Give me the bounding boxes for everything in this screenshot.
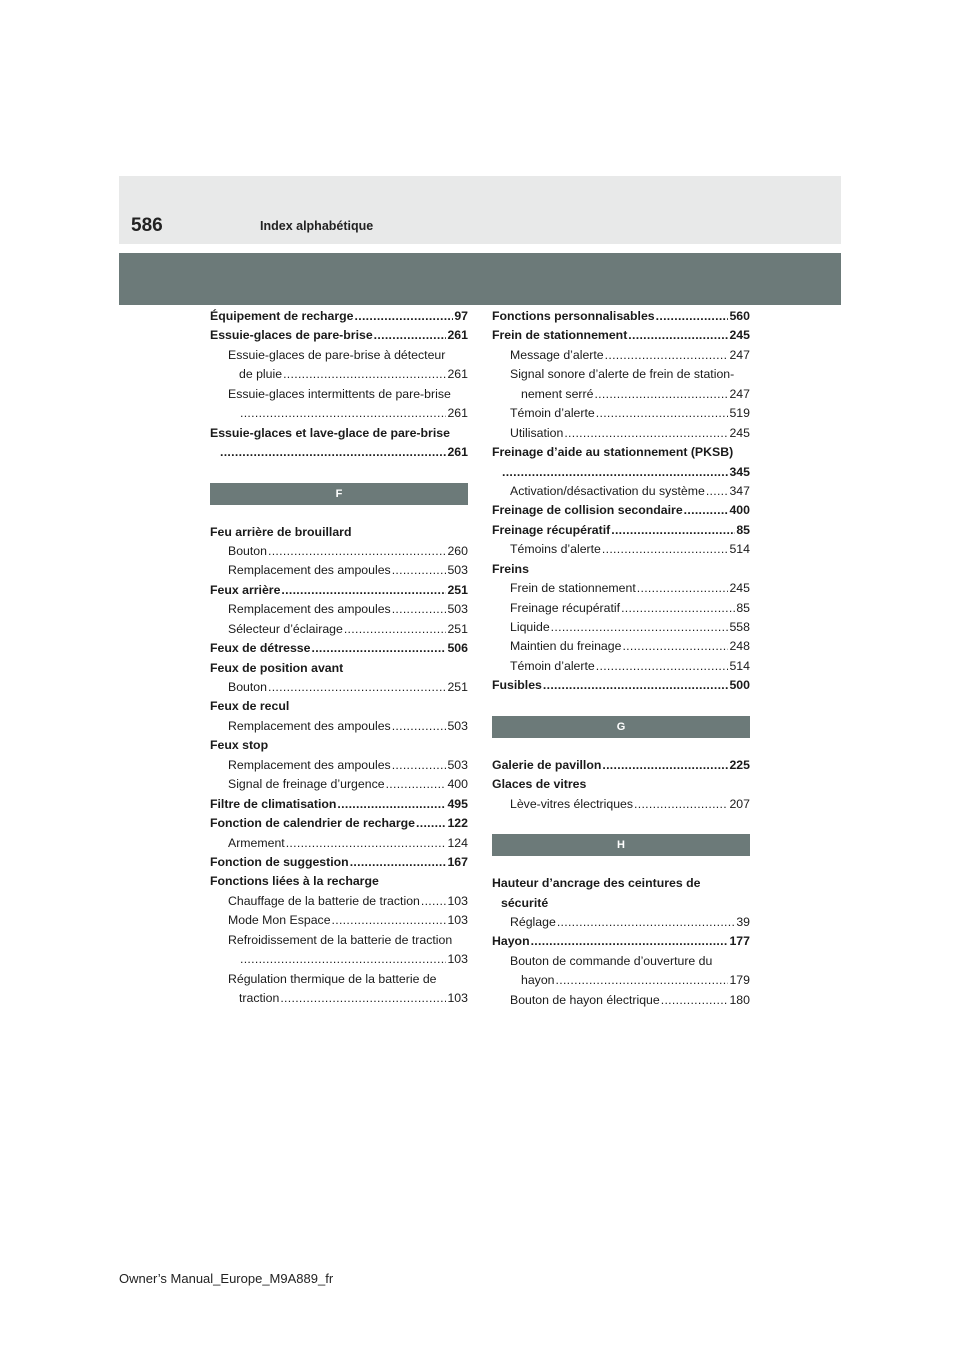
index-subentry[interactable]	[210, 678, 468, 697]
index-entry-label: Freinage de collision secondaire	[492, 503, 683, 518]
index-entry-label: Feux de recul	[210, 699, 290, 714]
dot-leader	[531, 932, 729, 951]
index-subentry[interactable]	[492, 540, 750, 559]
index-entry-label: Maintien du freinage	[510, 639, 622, 654]
index-entry-label: Fonctions personnalisables	[492, 309, 655, 323]
index-entry-label: Feu arrière de brouillard	[210, 524, 352, 539]
dot-leader	[240, 404, 446, 423]
index-entry-label: Fonction de calendrier de recharge	[210, 816, 416, 831]
index-entry-label: Message d’alerte	[510, 347, 604, 362]
dot-leader	[392, 756, 447, 775]
index-page-number: 179	[729, 973, 750, 988]
index-subentry[interactable]	[210, 365, 468, 384]
index-entry-label: Essuie-glaces intermittents de pare-brise	[228, 386, 451, 401]
dot-leader	[596, 404, 729, 423]
index-page-number: 500	[729, 678, 750, 693]
index-entry-label: Refroidissement de la batterie de traction	[228, 932, 453, 947]
dot-leader	[311, 639, 446, 658]
index-entry-label: Armement	[228, 835, 285, 850]
index-subentry[interactable]	[210, 775, 468, 794]
index-entry-label: Freinage d’aide au stationnement (PKSB)	[492, 445, 734, 460]
index-entry-label: Mode Mon Espace	[228, 913, 331, 928]
header-top-band	[119, 176, 841, 244]
index-entry-label: de pluie	[239, 367, 283, 382]
index-entry-label: Feux de détresse	[210, 641, 311, 656]
index-page-number: 506	[447, 641, 468, 656]
index-entry[interactable]	[492, 501, 750, 520]
index-entry-label: Feux stop	[210, 738, 269, 753]
index-page-number: 247	[729, 386, 750, 401]
index-page-number: 560	[729, 309, 750, 323]
index-entry-label: Utilisation	[510, 425, 564, 440]
index-page-number: 103	[447, 952, 468, 967]
index-entry[interactable]	[492, 560, 750, 579]
dot-leader	[286, 834, 447, 853]
index-page-number: 124	[447, 835, 468, 850]
index-subentry[interactable]	[210, 600, 468, 619]
index-entry-label: sécurité	[501, 895, 549, 910]
dot-leader	[268, 678, 446, 697]
index-page-number: 248	[729, 639, 750, 654]
dot-leader	[421, 892, 447, 911]
index-subentry[interactable]	[210, 892, 468, 911]
index-page-number: 503	[447, 757, 468, 772]
index-page-number: 251	[447, 680, 468, 694]
index-entry[interactable]	[210, 795, 468, 814]
index-column-right	[492, 307, 750, 1010]
index-subentry[interactable]	[492, 579, 750, 598]
index-subentry[interactable]	[492, 971, 750, 990]
dot-leader	[240, 950, 446, 969]
index-page-number: 260	[447, 543, 468, 558]
index-page-number: 180	[729, 992, 750, 1007]
dot-leader	[283, 365, 446, 384]
page-number: 586	[131, 215, 163, 236]
index-page-number: 514	[729, 542, 750, 557]
dot-leader	[602, 540, 729, 559]
letter-section-header: F	[210, 483, 468, 505]
letter-section-header: G	[492, 716, 750, 738]
index-page-number: 400	[447, 777, 468, 792]
index-entry-label: Galerie de pavillon	[492, 757, 602, 772]
index-subentry[interactable]	[492, 404, 750, 423]
dot-leader	[350, 853, 447, 872]
dot-leader	[621, 599, 735, 618]
index-entry[interactable]	[492, 521, 750, 540]
index-subentry[interactable]	[210, 620, 468, 639]
index-entry[interactable]	[210, 581, 468, 600]
index-entry-label: Activation/désactivation du système	[510, 483, 705, 498]
dot-leader	[628, 326, 728, 345]
dot-leader	[392, 600, 447, 619]
index-subentry[interactable]	[210, 404, 468, 423]
index-page-number: 261	[447, 445, 468, 460]
dot-leader	[386, 775, 447, 794]
index-entry-label: Lève-vitres électriques	[510, 796, 634, 811]
index-entry-label: Remplacement des ampoules	[228, 563, 391, 578]
index-page-number: 347	[729, 483, 750, 498]
dot-leader	[344, 620, 447, 639]
index-entry-label: Fonctions liées à la recharge	[210, 874, 379, 889]
index-page-number: 85	[736, 600, 750, 615]
index-entry-label: traction	[239, 991, 280, 1005]
dot-leader	[392, 717, 447, 736]
letter-section-header: H	[492, 834, 750, 856]
index-subentry[interactable]	[210, 911, 468, 930]
index-entry-label: hayon	[521, 973, 555, 988]
index-subentry[interactable]	[492, 385, 750, 404]
index-entry[interactable]	[210, 307, 468, 326]
index-page-number: 103	[447, 913, 468, 928]
index-subentry[interactable]	[492, 952, 750, 971]
index-entry[interactable]	[492, 326, 750, 345]
index-entry-label: Réglage	[510, 914, 556, 929]
footer-manual-id: Owner’s Manual_Europe_M9A889_fr	[119, 1271, 334, 1286]
dot-leader	[706, 482, 729, 501]
index-entry[interactable]	[210, 659, 468, 678]
dot-leader	[596, 657, 729, 676]
index-subentry[interactable]	[492, 894, 750, 913]
index-entry-label: Frein de stationnement	[510, 581, 636, 596]
dot-leader	[220, 443, 446, 462]
index-subentry[interactable]	[492, 599, 750, 618]
index-page-number: 503	[447, 563, 468, 578]
index-subentry[interactable]	[492, 795, 750, 814]
index-subentry[interactable]	[492, 991, 750, 1010]
index-entry-label: Hayon	[492, 934, 530, 949]
index-page-number: 167	[447, 854, 468, 869]
index-entry[interactable]	[492, 775, 750, 794]
index-entry-label: Glaces de vitres	[492, 777, 587, 792]
index-entry-label: Freinage récupératif	[492, 522, 611, 537]
index-page-number: 261	[447, 406, 468, 421]
dot-leader	[605, 346, 729, 365]
dot-leader	[564, 424, 728, 443]
index-subentry[interactable]	[210, 989, 468, 1008]
dot-leader	[280, 989, 446, 1008]
index-entry-label: Bouton de hayon électrique	[510, 992, 660, 1007]
index-entry[interactable]	[210, 736, 468, 755]
index-subentry[interactable]	[210, 385, 468, 404]
dot-leader	[602, 756, 728, 775]
index-subentry[interactable]	[210, 756, 468, 775]
index-subentry[interactable]	[492, 346, 750, 365]
index-page-number: 245	[729, 425, 750, 440]
index-page-number: 103	[447, 991, 468, 1005]
index-entry-label: Bouton	[228, 680, 267, 694]
dot-leader	[268, 542, 446, 561]
index-page-number: 251	[447, 582, 468, 597]
index-subentry[interactable]	[492, 913, 750, 932]
index-page-number: 261	[447, 328, 468, 343]
index-entry-label: Équipement de recharge	[210, 309, 354, 323]
index-entry-label: Témoin d’alerte	[510, 406, 595, 421]
index-entry-label: Feux arrière	[210, 582, 281, 597]
index-entry-label: Hauteur d’ancrage des ceintures de	[492, 876, 701, 891]
index-entry[interactable]	[210, 814, 468, 833]
index-entry-label: Filtre de climatisation	[210, 796, 337, 811]
index-page-number: 39	[736, 914, 750, 929]
index-page-number: 245	[729, 328, 750, 343]
index-entry-label: Bouton	[228, 543, 267, 558]
index-subentry[interactable]	[492, 365, 750, 384]
index-subentry[interactable]	[210, 970, 468, 989]
index-entry-label: Remplacement des ampoules	[228, 602, 391, 617]
index-subentry[interactable]	[492, 618, 750, 637]
dot-leader	[551, 618, 729, 637]
dot-leader	[543, 676, 729, 695]
dot-leader	[556, 971, 729, 990]
index-entry-label: Freinage récupératif	[510, 600, 621, 615]
index-entry[interactable]	[210, 639, 468, 658]
index-subentry[interactable]	[492, 482, 750, 501]
dot-leader	[656, 307, 729, 326]
dot-leader	[557, 913, 736, 932]
index-page-number: 503	[447, 602, 468, 617]
index-entry[interactable]	[210, 523, 468, 542]
index-page-number: 558	[729, 620, 750, 634]
index-subentry[interactable]	[210, 443, 468, 462]
dot-leader	[502, 463, 728, 482]
dot-leader	[594, 385, 728, 404]
index-entry-label: Témoins d’alerte	[510, 542, 601, 557]
index-subentry[interactable]	[210, 931, 468, 950]
index-entry[interactable]	[210, 326, 468, 345]
index-entry[interactable]	[210, 853, 468, 872]
index-entry-label: Chauffage de la batterie de traction	[228, 893, 420, 908]
index-entry[interactable]	[210, 697, 468, 716]
index-page-number: 514	[729, 658, 750, 673]
index-page-number: 122	[447, 816, 468, 831]
index-page-number: 251	[447, 621, 468, 636]
index-page-number: 97	[454, 309, 468, 323]
index-entry-label: Liquide	[510, 620, 550, 634]
dot-leader	[634, 795, 728, 814]
index-entry[interactable]	[492, 443, 750, 462]
index-entry-label: Fusibles	[492, 678, 542, 693]
index-subentry[interactable]	[210, 950, 468, 969]
index-subentry[interactable]	[492, 637, 750, 656]
index-entry-label: Régulation thermique de la batterie de	[228, 971, 437, 986]
index-page-number: 503	[447, 718, 468, 733]
index-subentry[interactable]	[210, 346, 468, 365]
index-entry-label: Bouton de commande d’ouverture du	[510, 953, 713, 968]
index-entry-label: nement serré	[521, 386, 594, 401]
index-page-number: 345	[729, 464, 750, 479]
index-entry-label: Frein de stationnement	[492, 328, 628, 343]
dot-leader	[337, 795, 446, 814]
dot-leader	[374, 326, 447, 345]
index-page-number: 85	[736, 522, 750, 537]
index-subentry[interactable]	[210, 834, 468, 853]
index-entry[interactable]	[492, 307, 750, 326]
index-page-number: 495	[447, 796, 468, 811]
index-page-number: 177	[729, 934, 750, 949]
index-page-number: 245	[729, 581, 750, 596]
index-entry-label: Essuie-glaces de pare-brise à détecteur	[228, 347, 446, 362]
index-entry-label: Essuie-glaces et lave-glace de pare-brise	[210, 425, 450, 440]
dot-leader	[622, 637, 728, 656]
index-entry[interactable]	[492, 874, 750, 893]
index-entry-label: Fonction de suggestion	[210, 854, 349, 869]
index-page-number: 225	[729, 757, 750, 772]
dot-leader	[684, 501, 729, 520]
dot-leader	[281, 581, 446, 600]
index-subentry[interactable]	[210, 561, 468, 580]
index-entry[interactable]	[210, 424, 468, 443]
index-page-number: 103	[447, 893, 468, 908]
index-subentry[interactable]	[492, 463, 750, 482]
index-entry[interactable]	[210, 872, 468, 891]
index-entry-label: Sélecteur d’éclairage	[228, 621, 343, 636]
index-page-number: 261	[447, 367, 468, 382]
index-entry-label: Freins	[492, 561, 529, 576]
index-column-left	[210, 307, 468, 1008]
index-page-number: 400	[729, 503, 750, 518]
index-subentry[interactable]	[210, 542, 468, 561]
dot-leader	[355, 307, 454, 326]
index-subentry[interactable]	[492, 657, 750, 676]
header-accent-band	[119, 253, 841, 305]
dot-leader	[637, 579, 729, 598]
index-page-number: 519	[729, 406, 750, 421]
dot-leader	[392, 561, 447, 580]
index-entry-label: Essuie-glaces de pare-brise	[210, 328, 373, 343]
index-entry[interactable]	[492, 676, 750, 695]
index-entry-label: Remplacement des ampoules	[228, 718, 391, 733]
index-entry-label: Signal de freinage d’urgence	[228, 777, 385, 792]
index-page-number: 247	[729, 347, 750, 362]
index-entry[interactable]	[492, 932, 750, 951]
index-entry-label: Témoin d’alerte	[510, 658, 595, 673]
index-subentry[interactable]	[210, 717, 468, 736]
index-entry-label: Remplacement des ampoules	[228, 757, 391, 772]
section-title: Index alphabétique	[260, 219, 374, 233]
dot-leader	[416, 814, 446, 833]
dot-leader	[661, 991, 729, 1010]
index-page-number: 207	[729, 796, 750, 811]
index-entry-label: Feux de position avant	[210, 660, 344, 675]
index-entry[interactable]	[492, 756, 750, 775]
index-entry-label: Signal sonore d’alerte de frein de station-	[510, 367, 735, 382]
index-subentry[interactable]	[492, 424, 750, 443]
dot-leader	[332, 911, 447, 930]
dot-leader	[611, 521, 735, 540]
